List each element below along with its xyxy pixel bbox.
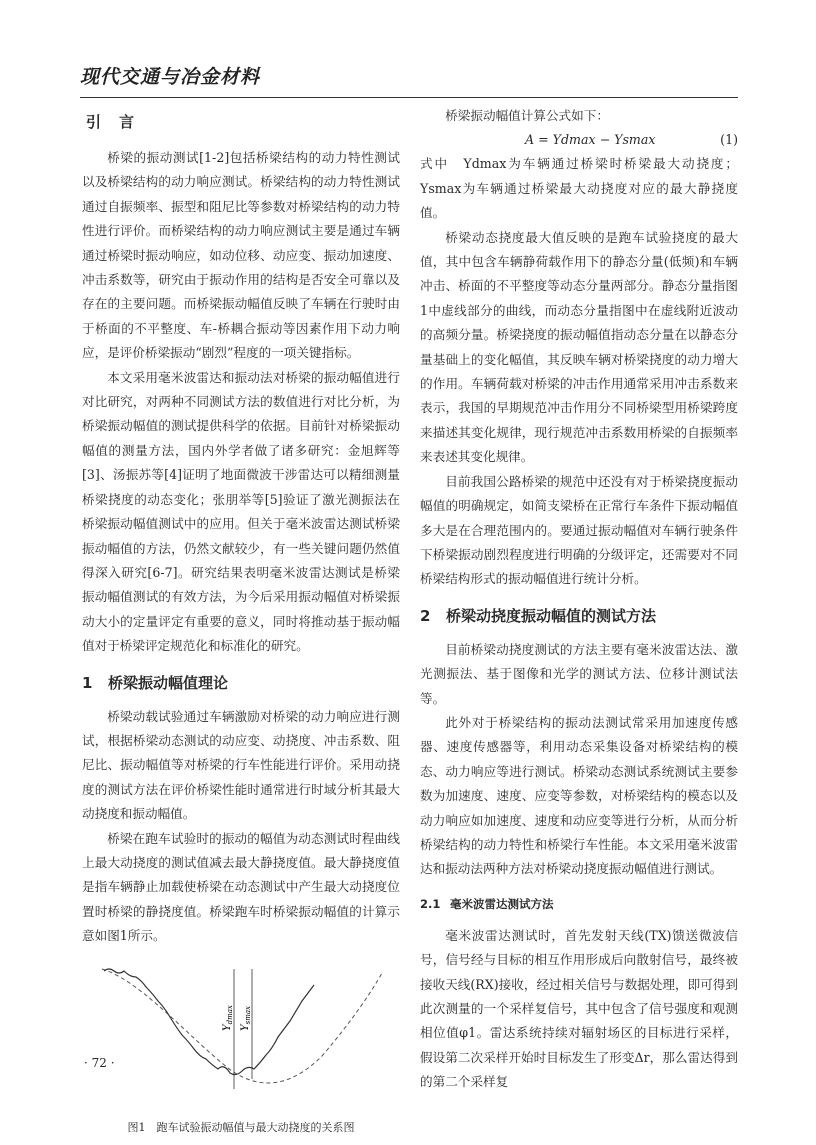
intro-heading: 引言 (86, 113, 153, 131)
formula-number: (1) (720, 132, 738, 148)
page-number: · 72 · (84, 1056, 115, 1070)
figure-1-caption: 图1 跑车试验振动幅值与最大动挠度的关系图 (127, 1121, 355, 1134)
section-2-1-number: 2.1 (420, 896, 441, 911)
formula-expression: A = Ydmax − Ysmax (525, 132, 656, 148)
figure-1-diagram (82, 961, 400, 1111)
section-2-number: 2 (420, 606, 431, 625)
right-paragraph-1: 桥梁动态挠度最大值反映的是跑车试验挠度的最大值，其中包含车辆静荷载作用下的静态分量(低频)和车辆冲击、桥面的不平整度等动态分量两部分。静态分量指图1中虚线部分的曲线，而动态分量指图中在虚线附近波动的高频分量。桥梁挠度的振动幅值指动态分量在以静态分量基础上的变化幅值，其反映车辆对桥梁挠度的动力增大的作用。车辆荷载对桥梁的冲击作用通常采用冲击系数来表示，我国的早期规范冲击作用分不同桥梁型用桥梁跨度来描述其变化规律，现行规范冲击系数用桥梁的自振频率来表述其变化规律。 (420, 229, 738, 465)
formula-note: 式中 Ydmax为车辆通过桥梁时桥梁最大动挠度；Ysmax为车辆通过桥梁最大动挠度对应的最大静挠度值。 (420, 156, 738, 221)
formula-intro: 桥梁振动幅值计算公式如下： (445, 108, 609, 123)
section-1-number: 1 (82, 673, 93, 692)
right-column (420, 104, 738, 1095)
section-1-title: 桥梁振动幅值理论 (108, 673, 229, 692)
header-rule (80, 97, 738, 98)
section-2-1-title: 毫米波雷达测试方法 (450, 896, 554, 911)
figure-1 (82, 961, 400, 1139)
section-1-heading (82, 671, 400, 695)
section-2-1-paragraph-1: 毫米波雷达测试时，首先发射天线(TX)馈送微波信号，信号经与目标的相互作用形成后向散射信号，最终被接收天线(RX)接收，经过相关信号与数据处理，即可得到此次测量的一个采样复信号，其中包含了信号强度和观测相位值φ1。雷达系统持续对辐射场区的目标进行采样，假设第二次采样开始时目标发生了形变Δr，那么雷达得到的第二个采样复 (420, 927, 738, 1090)
right-paragraph-2: 目前我国公路桥梁的规范中还没有对于桥梁挠度振动幅值的明确规定，如简支梁桥在正常行车条件下振动幅值多大是在合理范围内的。要通过振动幅值对车辆行驶条件下桥梁振动剧烈程度进行明确的分级评定，还需要对不同桥梁结构形式的振动幅值进行统计分析。 (420, 473, 738, 587)
intro-paragraph-1: 桥梁的振动测试[1-2]包括桥梁结构的动力特性测试以及桥梁结构的动力响应测试。桥梁结构的动力特性测试通过自振频率、振型和阻尼比等参数对桥梁结构的动力特性进行评价。而桥梁结构的动力响应测试主要是通过车辆通过桥梁时振动响应，如动位移、动应变、振动加速度、冲击系数等，研究由于振动作用的结构是否安全可靠以及存在的主要问题。而桥梁振动幅值反映了车辆在行驶时由于桥面的不平整度、车-桥耦合振动等因素作用下动力响应，是评价桥梁振动“剧烈”程度的一项关键指标。 (82, 150, 400, 361)
intro-paragraph-2: 本文采用毫米波雷达和振动法对桥梁的振动幅值进行对比研究，对两种不同测试方法的数值进行对比分析，为桥梁振动幅值的测试提供科学的依据。目前针对桥梁振动幅值的测量方法，国内外学者做了诸多研究：金旭辉等[3]、汤振苏等[4]证明了地面微波干涉雷达可以精细测量桥梁挠度的动态变化；张朋举等[5]验证了激光测振法在桥梁振动幅值测试中的应用。但关于毫米波雷达测试桥梁振动幅值的方法，仍然文献较少，有一些关键问题仍然值得深入研究[6-7]。研究结果表明毫米波雷达测试是桥梁振动幅值测试的有效方法，为今后采用振动幅值对桥梁振动大小的定量评定有重要的意义，同时将推动基于振动幅值对于桥梁评定规范化和标准化的研究。 (82, 369, 400, 654)
section-2-1-heading (420, 892, 738, 916)
section-1-paragraph-1: 桥梁动载试验通过车辆激励对桥梁的动力响应进行测试，根据桥梁动态测试的动应变、动挠度、冲击系数、阻尼比、振动幅值等对桥梁的行车性能进行评价。采用动挠度的测试方法在评价桥梁性能时通常进行时域分析其最大动挠度和振动幅值。 (82, 708, 400, 822)
ysmax-label: $Y_{smax}$ (240, 1005, 252, 1031)
left-column (82, 104, 400, 1139)
section-2-heading (420, 604, 738, 628)
section-2-paragraph-2: 此外对于桥梁结构的振动法测试常采用加速度传感器、速度传感器等，利用动态采集设备对桥梁结构的模态、动力响应等进行测试。桥梁动态测试系统测试主要参数为加速度、速度、应变等参数，对桥梁结构的模态以及动力响应如加速度、速度和动应变等进行分析，从而分析桥梁结构的动力特性和桥梁行车性能。本文采用毫米波雷达和振动法两种方法对桥梁动挠度振动幅值进行测试。 (420, 714, 738, 877)
dynamic-curve (104, 969, 314, 1075)
section-1-paragraph-2: 桥梁在跑车试验时的振动的幅值为动态测试时程曲线上最大动挠度的测试值减去最大静挠度值。最大静挠度值是指车辆静止加载使桥梁在动态测试中产生最大动挠度位置时桥梁的静挠度值。桥梁跑车时桥梁振动幅值的计算示意如图1所示。 (82, 830, 400, 944)
section-2-paragraph-1: 目前桥梁动挠度测试的方法主要有毫米波雷达法、激光测振法、基于图像和光学的测试方法、位移计测试法等。 (420, 641, 738, 706)
journal-title: 现代交通与冶金材料 (80, 66, 261, 88)
formula-1 (420, 128, 738, 152)
ydmax-label: $Y_{dmax}$ (222, 1004, 234, 1031)
section-2-title: 桥梁动挠度振动幅值的测试方法 (446, 606, 657, 625)
